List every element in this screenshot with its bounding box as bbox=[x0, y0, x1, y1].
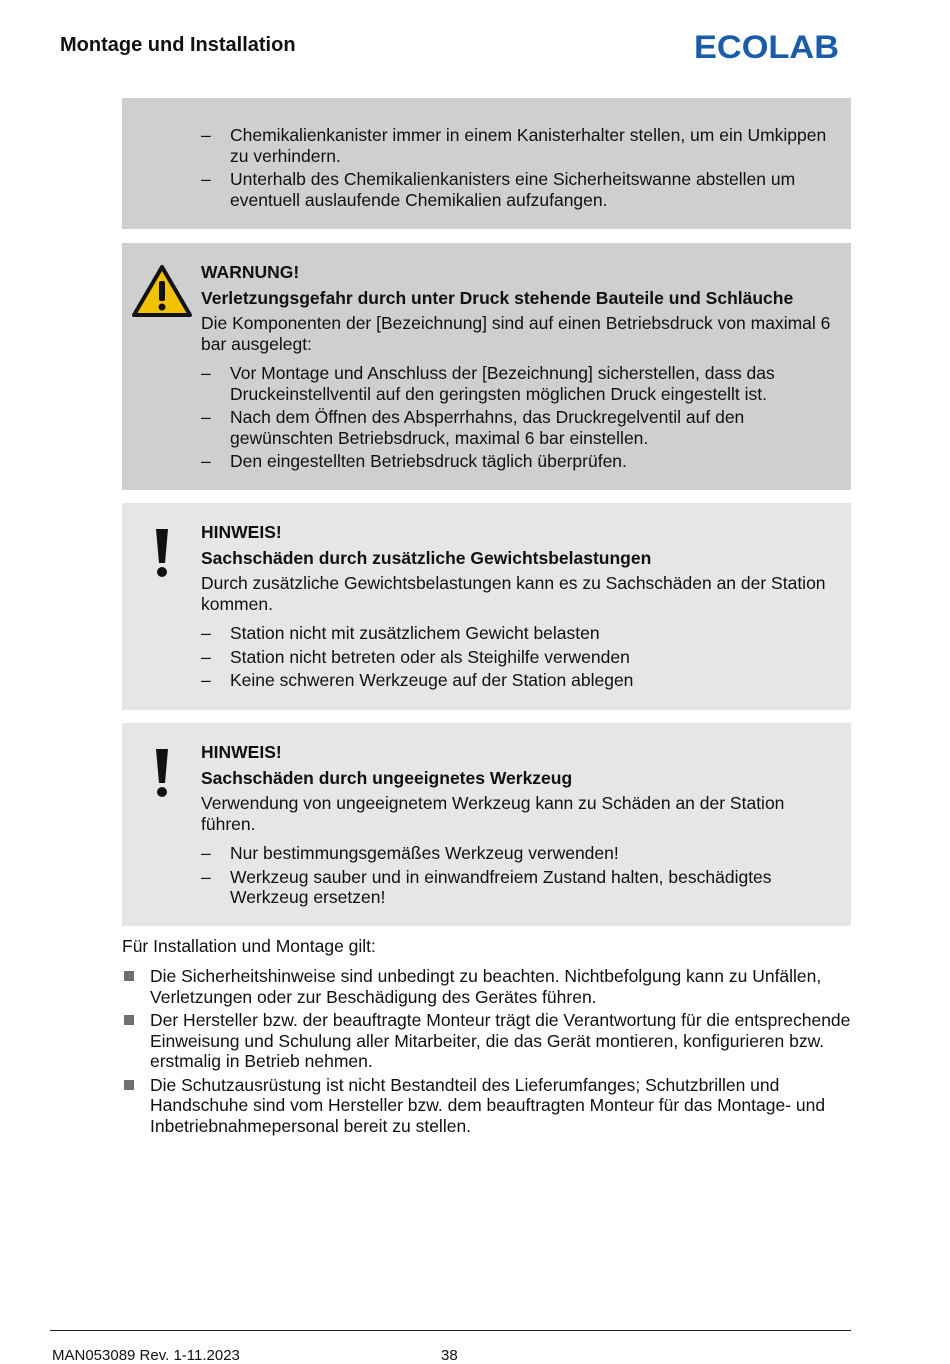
list-item: – Werkzeug sauber und in einwandfreiem Zustand halten, beschädigtes Werkzeug ersetzen! bbox=[201, 866, 772, 907]
ecolab-logo bbox=[694, 30, 844, 62]
signal-word-notice: HINWEIS! bbox=[201, 522, 282, 542]
list-item: – Vor Montage und Anschluss der [Bezeichnung] sicherstellen, dass das Druckeinstellventil auf den geringsten möglichen Druck eingestellt ist. bbox=[201, 363, 775, 404]
warning-triangle-icon bbox=[130, 263, 194, 319]
precaution-box bbox=[122, 98, 851, 229]
notice-title: Sachschäden durch ungeeignetes Werkzeug bbox=[201, 767, 573, 788]
list-item: – Chemikalienkanister immer in einem Kanisterhalter stellen, um ein Umkippen zu verhindern. bbox=[201, 125, 827, 166]
list-item: – Keine schweren Werkzeuge auf der Station ablegen bbox=[201, 670, 634, 690]
warning-box bbox=[122, 243, 851, 490]
exclamation-icon bbox=[152, 747, 172, 799]
list-item: – Nur bestimmungsgemäßes Werkzeug verwenden! bbox=[201, 843, 619, 863]
square-bullet-icon bbox=[124, 971, 134, 981]
warning-list bbox=[201, 363, 831, 472]
precaution-list bbox=[201, 125, 831, 210]
notice-box-tools bbox=[122, 723, 851, 926]
requirements-list bbox=[122, 966, 854, 1139]
list-item: – Station nicht betreten oder als Steighilfe verwenden bbox=[201, 646, 630, 667]
list-item: – Station nicht mit zusätzlichem Gewicht belasten bbox=[201, 623, 600, 643]
signal-word-notice: HINWEIS! bbox=[201, 742, 282, 762]
intro-text: Für Installation und Montage gilt: bbox=[122, 936, 376, 956]
notice-title: Sachschäden durch zusätzliche Gewichtsbelastungen bbox=[201, 547, 652, 568]
warning-title: Verletzungsgefahr durch unter Druck stehende Bauteile und Schläuche bbox=[201, 287, 794, 308]
notice-list bbox=[201, 843, 831, 908]
list-item: – Den eingestellten Betriebsdruck täglich überprüfen. bbox=[201, 451, 627, 471]
notice-text: Verwendung von ungeeignetem Werkzeug kann zu Schäden an der Station führen. bbox=[201, 793, 785, 834]
svg-text:ECOLAB: ECOLAB bbox=[694, 30, 839, 62]
list-item: – Nach dem Öffnen des Absperrhahns, das Druckregelventil auf den gewünschten Betriebsdruck, maximal 6 bar einstellen. bbox=[201, 407, 745, 448]
notice-box-weight bbox=[122, 503, 851, 710]
notice-text: Durch zusätzliche Gewichtsbelastungen kann es zu Sachschäden an der Station kommen. bbox=[201, 573, 826, 614]
exclamation-icon bbox=[152, 527, 172, 579]
document-id: MAN053089 Rev. 1-11.2023 bbox=[52, 1347, 240, 1364]
list-item: Die Sicherheitshinweise sind unbedingt zu beachten. Nichtbefolgung kann zu Unfällen, Verletzungen oder zur Beschädigung des Gerätes führen. bbox=[122, 966, 854, 1007]
page-title: Montage und Installation bbox=[60, 34, 296, 56]
footer-divider bbox=[50, 1330, 851, 1331]
warning-text: Die Komponenten der [Bezeichnung] sind auf einen Betriebsdruck von maximal 6 bar ausgelegt: bbox=[201, 313, 831, 354]
notice-list bbox=[201, 623, 831, 691]
square-bullet-icon bbox=[124, 1080, 134, 1090]
page-number: 38 bbox=[441, 1347, 458, 1364]
list-item: Der Hersteller bzw. der beauftragte Monteur trägt die Verantwortung für die entsprechende Einweisung und Schulung aller Mitarbeiter, die das Gerät montieren, konfigurieren bzw. erstmalig in Betrieb nehmen. bbox=[122, 1010, 854, 1072]
list-item: Die Schutzausrüstung ist nicht Bestandteil des Lieferumfanges; Schutzbrillen und Handschuhe sind vom Hersteller bzw. dem beauftragten Monteur für das Montage- und Inbetriebnahmepersonal bereit zu stellen. bbox=[122, 1075, 854, 1137]
square-bullet-icon bbox=[124, 1015, 134, 1025]
list-item: – Unterhalb des Chemikalienkanisters eine Sicherheitswanne abstellen um eventuell auslaufende Chemikalien aufzufangen. bbox=[201, 169, 796, 210]
signal-word-warning: WARNUNG! bbox=[201, 262, 300, 282]
